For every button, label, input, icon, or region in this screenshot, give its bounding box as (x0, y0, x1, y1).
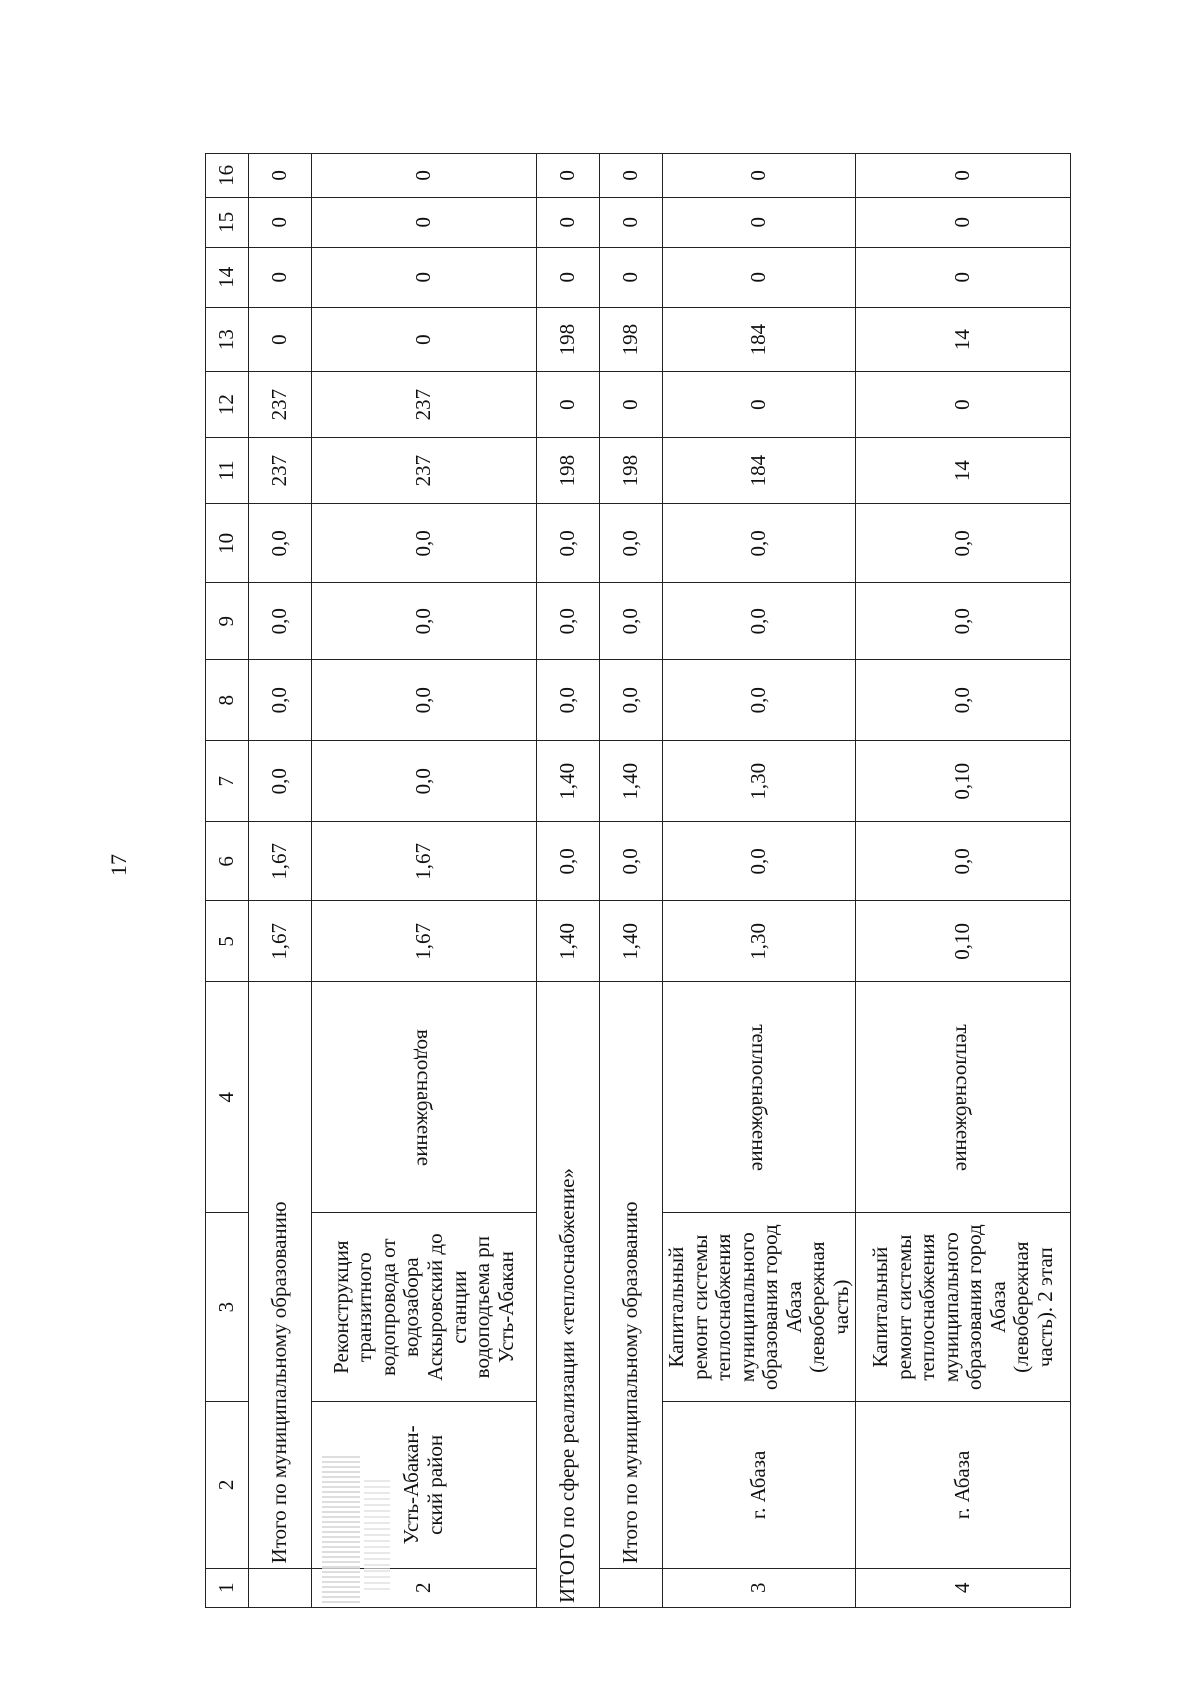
value-cell: 0 (249, 307, 312, 371)
value-cell: 1,40 (537, 901, 600, 982)
value-cell: 1,40 (600, 741, 663, 822)
value-cell: 1,67 (249, 822, 312, 901)
value-cell: 0 (600, 154, 663, 198)
header-cell: 15 (206, 197, 249, 247)
value-cell: 0 (663, 197, 856, 247)
value-cell: 0 (663, 247, 856, 307)
value-cell: 0 (663, 372, 856, 437)
value-cell: 0,0 (856, 504, 1071, 583)
value-cell: 0 (856, 372, 1071, 437)
sphere-text: теплоснабжение (951, 1023, 976, 1171)
header-cell: 3 (206, 1213, 249, 1402)
value-cell: 0 (856, 247, 1071, 307)
value-cell: 1,40 (600, 901, 663, 982)
value-cell: 184 (663, 307, 856, 371)
value-cell: 0,0 (312, 660, 537, 741)
value-cell: 0,10 (856, 901, 1071, 982)
data-table (205, 153, 1071, 1608)
header-cell: 16 (206, 154, 249, 198)
value-cell: 0,0 (537, 583, 600, 660)
value-cell: 0,0 (600, 504, 663, 583)
value-cell: 0 (600, 197, 663, 247)
value-cell: 198 (600, 307, 663, 371)
value-cell: 0 (249, 197, 312, 247)
header-cell: 2 (206, 1402, 249, 1568)
header-cell: 4 (206, 982, 249, 1213)
value-cell: 0,0 (600, 660, 663, 741)
header-cell: 11 (206, 437, 249, 504)
value-cell: 0,0 (600, 583, 663, 660)
value-cell: 0,0 (312, 504, 537, 583)
value-cell: 0 (600, 372, 663, 437)
table-row (537, 154, 600, 1608)
value-cell: 0 (537, 372, 600, 437)
value-cell: 0 (663, 154, 856, 198)
sphere-cell (663, 982, 856, 1213)
header-cell: 12 (206, 372, 249, 437)
row-number: 2 (312, 1568, 537, 1607)
sphere-cell (856, 982, 1071, 1213)
header-cell: 5 (206, 901, 249, 982)
value-cell: 0,0 (249, 741, 312, 822)
header-cell: 14 (206, 247, 249, 307)
value-cell: 0 (537, 154, 600, 198)
header-cell: 8 (206, 660, 249, 741)
value-cell: 0 (312, 247, 537, 307)
value-cell: 198 (600, 437, 663, 504)
value-cell: 0 (856, 154, 1071, 198)
project-cell: Реконструкция транзитного водопровода от водозабора Аскыровский до станции водоподъема рп Усть-Абакан (312, 1213, 537, 1402)
total-label: ИТОГО по сфере реализации «теплоснабжение» (537, 982, 600, 1608)
sphere-text: теплоснабжение (747, 1023, 772, 1171)
value-cell: 0,0 (856, 660, 1071, 741)
header-cell: 10 (206, 504, 249, 583)
row-number: 3 (663, 1568, 856, 1607)
value-cell: 237 (312, 437, 537, 504)
value-cell: 0,0 (663, 583, 856, 660)
value-cell: 0,0 (856, 822, 1071, 901)
value-cell: 1,67 (312, 822, 537, 901)
table-row (663, 154, 856, 1608)
table-row (856, 154, 1071, 1608)
rotated-table-container (205, 153, 1057, 1608)
value-cell: 0,0 (663, 822, 856, 901)
district-cell: г. Абаза (856, 1402, 1071, 1568)
value-cell: 1,67 (312, 901, 537, 982)
row-number: 4 (856, 1568, 1071, 1607)
value-cell: 198 (537, 307, 600, 371)
value-cell: 0,0 (537, 822, 600, 901)
value-cell: 0,0 (663, 660, 856, 741)
value-cell: 0 (312, 154, 537, 198)
value-cell: 237 (249, 437, 312, 504)
value-cell: 0,0 (537, 660, 600, 741)
value-cell: 184 (663, 437, 856, 504)
value-cell: 14 (856, 437, 1071, 504)
value-cell: 0,0 (312, 583, 537, 660)
value-cell: 0,0 (312, 741, 537, 822)
empty-cell (600, 1568, 663, 1607)
table-row (600, 154, 663, 1608)
header-cell: 7 (206, 741, 249, 822)
value-cell: 0,0 (663, 504, 856, 583)
value-cell: 0,0 (249, 583, 312, 660)
value-cell: 0,10 (856, 741, 1071, 822)
sphere-text: водоснабжение (412, 1028, 437, 1166)
sphere-cell (312, 982, 537, 1213)
value-cell: 1,40 (537, 741, 600, 822)
value-cell: 0,0 (249, 660, 312, 741)
table-row (312, 154, 537, 1608)
header-cell: 9 (206, 583, 249, 660)
value-cell: 14 (856, 307, 1071, 371)
value-cell: 0,0 (249, 504, 312, 583)
faded-stamp (322, 1453, 360, 1603)
value-cell: 237 (249, 372, 312, 437)
value-cell: 0 (312, 307, 537, 371)
value-cell: 1,67 (249, 901, 312, 982)
district-cell: г. Абаза (663, 1402, 856, 1568)
value-cell: 0 (600, 247, 663, 307)
faded-stamp (364, 1480, 390, 1590)
header-row (206, 154, 249, 1608)
value-cell: 198 (537, 437, 600, 504)
value-cell: 0 (537, 197, 600, 247)
empty-cell (249, 1568, 312, 1607)
page-number: 17 (106, 854, 131, 876)
value-cell: 0,0 (600, 822, 663, 901)
value-cell: 0 (537, 247, 600, 307)
header-cell: 13 (206, 307, 249, 371)
project-cell: Капитальный ремонт системы теплоснабжения муниципального образования город Абаза (левобережная часть) (663, 1213, 856, 1402)
value-cell: 0 (249, 154, 312, 198)
value-cell: 0 (249, 247, 312, 307)
value-cell: 1,30 (663, 901, 856, 982)
value-cell: 0 (856, 197, 1071, 247)
value-cell: 0 (312, 197, 537, 247)
project-cell: Капитальный ремонт системы теплоснабжения муниципального образования город Абаза (левобережная часть). 2 этап (856, 1213, 1071, 1402)
value-cell: 237 (312, 372, 537, 437)
total-label: Итого по муниципальному образованию (249, 982, 312, 1568)
value-cell: 0,0 (537, 504, 600, 583)
header-cell: 6 (206, 822, 249, 901)
district-cell: Усть-Абакан-ский район (312, 1402, 537, 1568)
value-cell: 1,30 (663, 741, 856, 822)
header-cell: 1 (206, 1568, 249, 1607)
table-row (249, 154, 312, 1608)
value-cell: 0,0 (856, 583, 1071, 660)
total-label: Итого по муниципальному образованию (600, 982, 663, 1568)
